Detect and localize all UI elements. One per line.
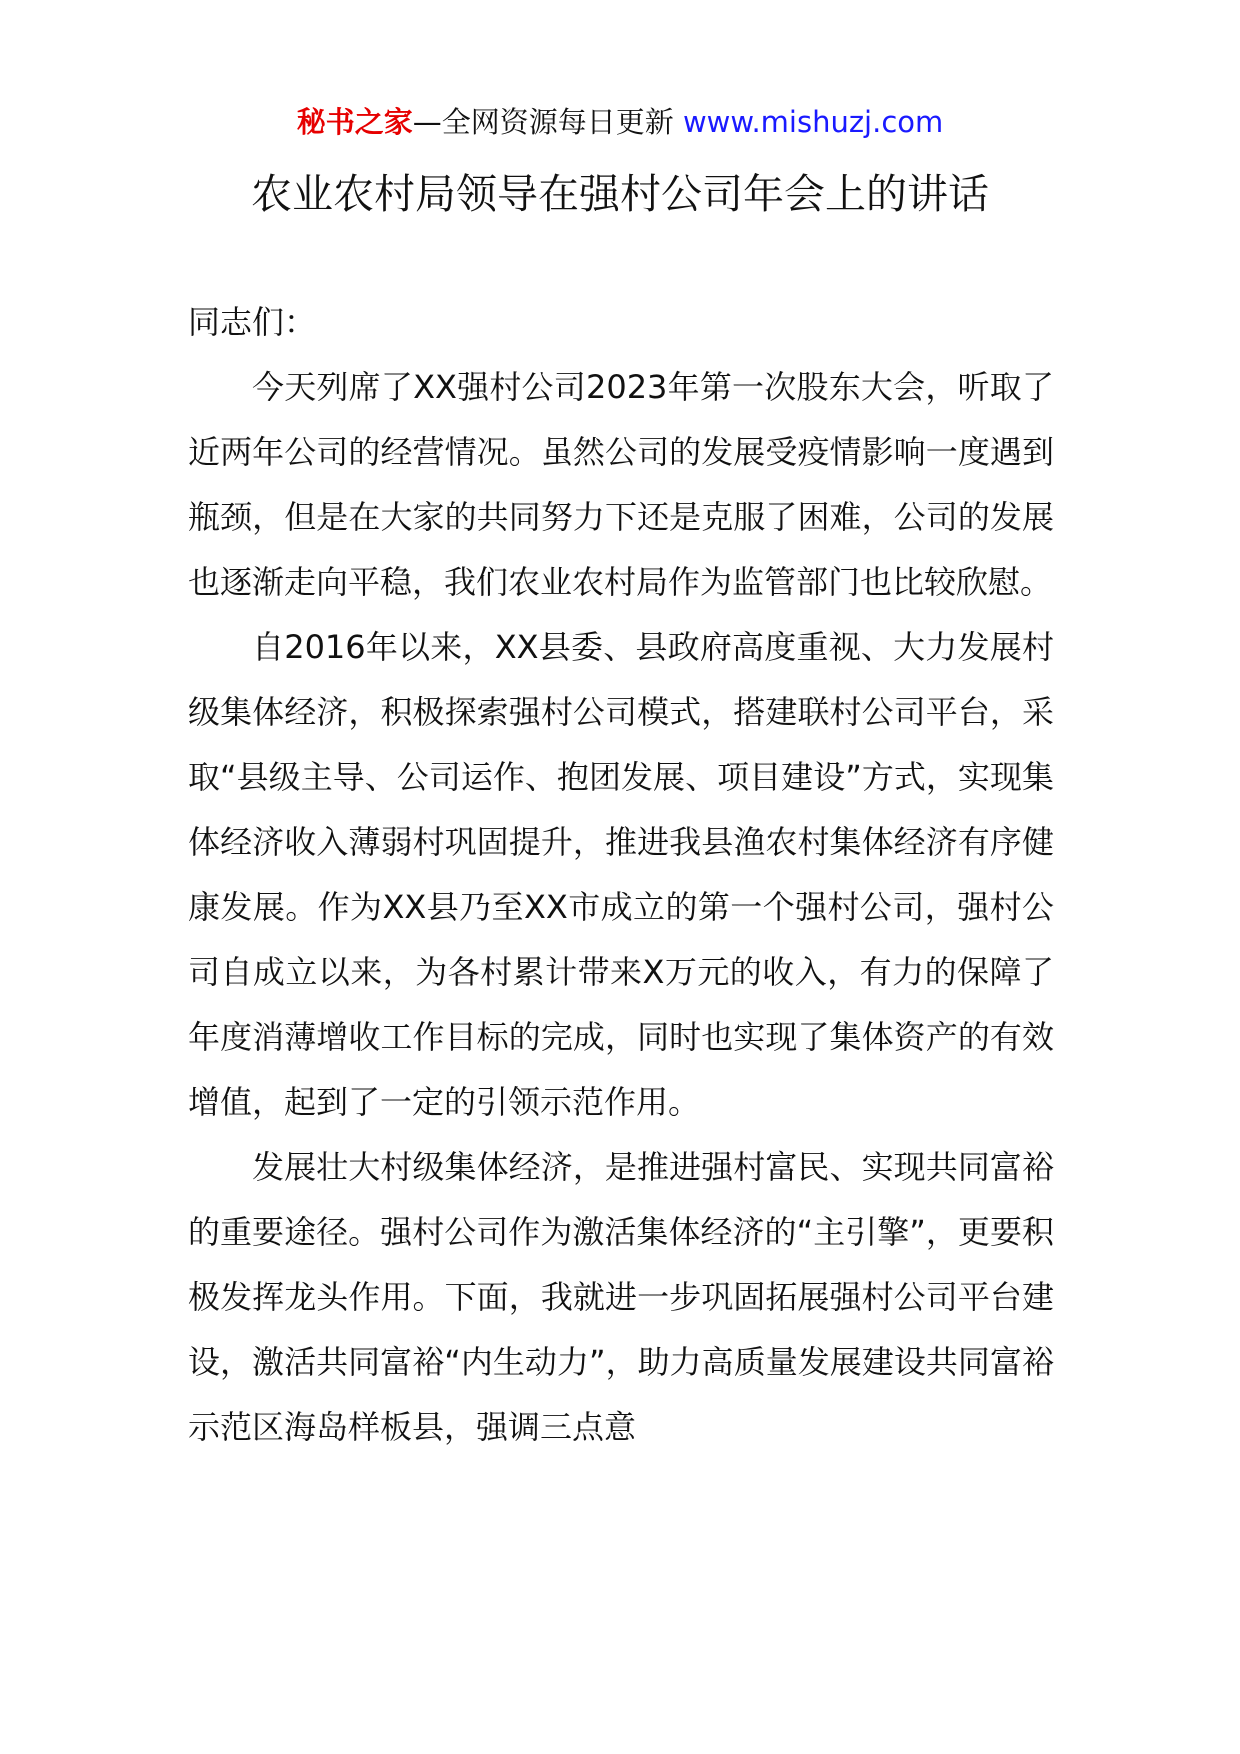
brand-name: 秘书之家 xyxy=(296,105,413,139)
header-slogan: —全网资源每日更新 xyxy=(412,105,683,139)
paragraph: 今天列席了XX强村公司2023年第一次股东大会，听取了近两年公司的经营情况。虽然公司的发展受疫情影响一度遇到瓶颈，但是在大家的共同努力下还是克服了困难，公司的发展也逐渐走向平稳，我们农业农村局作为监管部门也比较欣慰。 xyxy=(188,368,1054,601)
site-url: www.mishuzj.com xyxy=(682,105,944,139)
paragraph: 发展壮大村级集体经济，是推进强村富民、实现共同富裕的重要途径。强村公司作为激活集体经济的“主引擎”，更要积极发挥龙头作用。下面，我就进一步巩固拓展强村公司平台建设，激活共同富裕“内生动力”，助力高质量发展建设共同富裕示范区海岛样板县，强调三点意 xyxy=(188,1148,1054,1446)
site-header xyxy=(0,102,1240,142)
document-title: 农业农村局领导在强村公司年会上的讲话 xyxy=(251,170,989,218)
paragraph: 自2016年以来，XX县委、县政府高度重视、大力发展村级集体经济，积极探索强村公司模式，搭建联村公司平台，采取“县级主导、公司运作、抱团发展、项目建设”方式，实现集体经济收入薄弱村巩固提升，推进我县渔农村集体经济有序健康发展。作为XX县乃至XX市成立的第一个强村公司，强村公司自成立以来，为各村累计带来X万元的收入，有力的保障了年度消薄增收工作目标的完成，同时也实现了集体资产的有效增值，起到了一定的引领示范作用。 xyxy=(188,628,1054,1121)
document-body xyxy=(188,290,1054,1460)
salutation: 同志们： xyxy=(188,303,317,341)
